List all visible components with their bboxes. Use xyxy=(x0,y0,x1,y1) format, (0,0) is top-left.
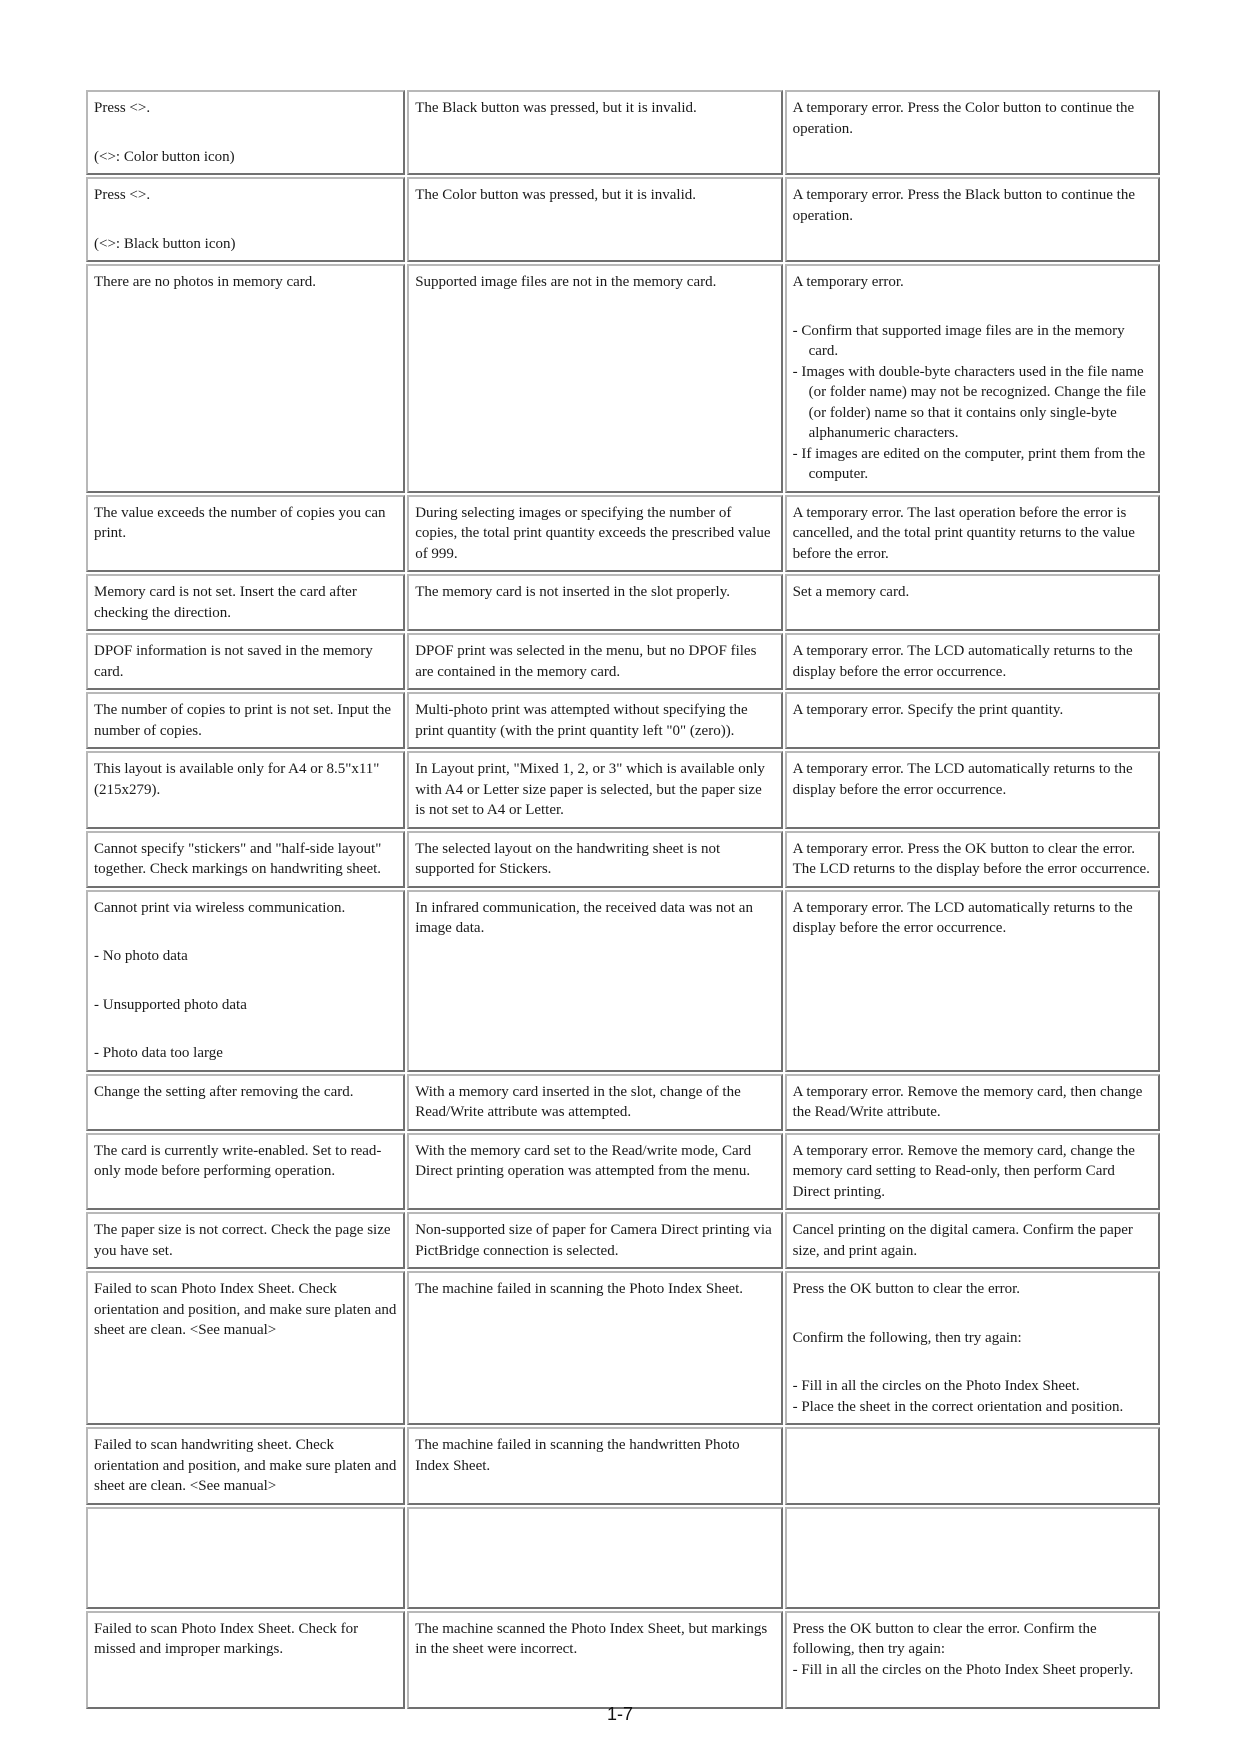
error-message-cell xyxy=(86,1074,405,1131)
table-row xyxy=(86,574,1160,631)
cause-cell xyxy=(407,1271,782,1425)
cell-text: Failed to scan Photo Index Sheet. Check orientation and position, and make sure platen and sheet are clean. <See manual> xyxy=(94,1281,397,1338)
remedy-cell xyxy=(785,751,1160,829)
cell-text: The Color button was pressed, but it is invalid. xyxy=(415,187,696,203)
table-row xyxy=(86,495,1160,573)
table-row xyxy=(86,1133,1160,1211)
cause-cell xyxy=(407,495,782,573)
error-message-cell xyxy=(86,177,405,262)
cause-cell xyxy=(407,177,782,262)
cell-text: (<>: Black button icon) xyxy=(94,235,236,252)
cell-text: Cannot print via wireless communication. xyxy=(94,899,346,916)
cell-text: Failed to scan Photo Index Sheet. Check for missed and improper markings. xyxy=(94,1620,359,1657)
remedy-cell xyxy=(785,90,1160,175)
table-row xyxy=(86,1212,1160,1269)
cause-cell xyxy=(407,1133,782,1211)
cell-text: Memory card is not set. Insert the card after checking the direction. xyxy=(94,584,357,621)
remedy-cell xyxy=(785,1212,1160,1269)
table-row xyxy=(86,1611,1160,1709)
error-message-cell xyxy=(86,574,405,631)
table-row xyxy=(86,751,1160,829)
error-message-cell xyxy=(86,495,405,573)
remedy-cell xyxy=(785,1507,1160,1609)
cell-text: The card is currently write-enabled. Set to read-only mode before performing operation. xyxy=(94,1142,382,1179)
paragraph-gap xyxy=(94,206,397,234)
error-table-container xyxy=(84,88,1162,1711)
error-message-cell xyxy=(86,1212,405,1269)
cell-text: In infrared communication, the received data was not an image data. xyxy=(415,899,753,936)
table-row xyxy=(86,1427,1160,1505)
paragraph-gap xyxy=(94,967,397,995)
cause-cell xyxy=(407,1427,782,1505)
table-row xyxy=(86,264,1160,493)
cell-text: Press the OK button to clear the error. xyxy=(792,1281,1021,1297)
list-item: - Confirm that supported image files are in the memory card. xyxy=(792,322,1125,359)
error-message-cell xyxy=(86,264,405,493)
remedy-cell xyxy=(785,1427,1160,1505)
list-item: - Fill in all the circles on the Photo Index Sheet properly. xyxy=(792,1661,1134,1678)
paragraph-gap xyxy=(94,1015,397,1043)
table-row xyxy=(86,633,1160,690)
cell-text: Set a memory card. xyxy=(792,584,910,600)
cell-text: The number of copies to print is not set. Input the number of copies. xyxy=(94,702,392,739)
cause-cell xyxy=(407,1611,782,1709)
table-row xyxy=(86,1074,1160,1131)
table-row xyxy=(86,1271,1160,1425)
error-message-cell xyxy=(86,890,405,1072)
remedy-cell xyxy=(785,890,1160,1072)
table-row xyxy=(86,177,1160,262)
cell-text: A temporary error. Remove the memory card, then change the Read/Write attribute. xyxy=(792,1083,1143,1120)
cell-text: During selecting images or specifying the number of copies, the total print quantity exceeds the prescribed value of 999. xyxy=(415,504,771,562)
cell-text: Non-supported size of paper for Camera Direct printing via PictBridge connection is selected. xyxy=(415,1222,772,1259)
cell-text: With a memory card inserted in the slot, change of the Read/Write attribute was attempted. xyxy=(415,1083,741,1120)
cell-text: A temporary error. Remove the memory card, change the memory card setting to Read-only, then perform Card Direct printing. xyxy=(792,1142,1135,1200)
remedy-cell xyxy=(785,495,1160,573)
cell-text: Multi-photo print was attempted without specifying the print quantity (with the print quantity left "0" (zero)). xyxy=(415,702,748,739)
cause-cell xyxy=(407,1074,782,1131)
cause-cell xyxy=(407,751,782,829)
error-message-cell xyxy=(86,692,405,749)
remedy-cell xyxy=(785,574,1160,631)
error-message-cell xyxy=(86,1133,405,1211)
cause-cell xyxy=(407,90,782,175)
paragraph-gap xyxy=(94,918,397,946)
cell-text: A temporary error. Press the Color button to continue the operation. xyxy=(792,100,1135,137)
cell-text: With the memory card set to the Read/write mode, Card Direct printing operation was attempted from the menu. xyxy=(415,1142,752,1179)
paragraph-gap xyxy=(793,1300,1152,1328)
list-item: - Images with double-byte characters used in the file name (or folder name) may not be recognized. Change the file (or folder) name so that it contains only single-byte alphanumeric characters. xyxy=(792,363,1146,441)
table-row xyxy=(86,1507,1160,1609)
cell-text: Change the setting after removing the card. xyxy=(94,1083,354,1100)
cell-text: Press <>. xyxy=(94,100,151,116)
cause-cell xyxy=(407,1212,782,1269)
cell-text: A temporary error. Press the Black button to continue the operation. xyxy=(792,187,1135,224)
list-item: - If images are edited on the computer, print them from the computer. xyxy=(792,445,1146,482)
error-message-cell xyxy=(86,751,405,829)
error-message-cell xyxy=(86,633,405,690)
cell-text: Press <>. xyxy=(94,187,151,203)
error-message-cell xyxy=(86,1427,405,1505)
cell-text: The machine failed in scanning the handwritten Photo Index Sheet. xyxy=(415,1437,740,1474)
error-message-cell xyxy=(86,1271,405,1425)
error-message-table xyxy=(84,88,1162,1711)
cause-cell xyxy=(407,264,782,493)
cause-cell xyxy=(407,831,782,888)
cell-text: A temporary error. xyxy=(792,274,904,290)
cell-text: A temporary error. The LCD automatically returns to the display before the error occurrence. xyxy=(792,899,1133,936)
cell-text: A temporary error. Specify the print quantity. xyxy=(792,702,1064,718)
cause-cell xyxy=(407,1507,782,1609)
list-item: - Unsupported photo data xyxy=(94,996,247,1013)
cell-text: The value exceeds the number of copies you can print. xyxy=(94,504,386,541)
cell-text: Cancel printing on the digital camera. Confirm the paper size, and print again. xyxy=(792,1222,1133,1259)
table-row xyxy=(86,890,1160,1072)
remedy-cell xyxy=(785,1611,1160,1709)
error-table-body xyxy=(86,90,1160,1709)
list-item: - Place the sheet in the correct orientation and position. xyxy=(792,1398,1124,1415)
paragraph-gap xyxy=(94,119,397,147)
table-row xyxy=(86,831,1160,888)
remedy-cell xyxy=(785,1133,1160,1211)
paragraph-gap xyxy=(793,1348,1152,1376)
remedy-cell xyxy=(785,692,1160,749)
error-message-cell xyxy=(86,831,405,888)
cell-text: Cannot specify "stickers" and "half-side layout" together. Check markings on handwriting sheet. xyxy=(94,840,382,877)
cell-text: In Layout print, "Mixed 1, 2, or 3" which is available only with A4 or Letter size paper is selected, but the paper size is not set to A4 or Letter. xyxy=(415,761,765,818)
cell-text: DPOF information is not saved in the memory card. xyxy=(94,643,373,680)
cell-text: Supported image files are not in the memory card. xyxy=(415,274,717,290)
remedy-cell xyxy=(785,633,1160,690)
paragraph-gap xyxy=(793,293,1152,321)
list-item: - Photo data too large xyxy=(94,1045,223,1061)
cause-cell xyxy=(407,574,782,631)
cell-text: DPOF print was selected in the menu, but no DPOF files are contained in the memory card. xyxy=(415,643,757,680)
list-item: - No photo data xyxy=(94,948,188,964)
cause-cell xyxy=(407,890,782,1072)
cell-text: A temporary error. The last operation before the error is cancelled, and the total print quantity returns to the value before the error. xyxy=(792,504,1135,562)
cell-text: There are no photos in memory card. xyxy=(94,274,317,290)
cell-text: The paper size is not correct. Check the page size you have set. xyxy=(94,1222,391,1259)
table-row xyxy=(86,90,1160,175)
error-message-cell xyxy=(86,1507,405,1609)
remedy-cell xyxy=(785,1074,1160,1131)
cause-cell xyxy=(407,633,782,690)
error-message-cell xyxy=(86,90,405,175)
cell-text: The Black button was pressed, but it is invalid. xyxy=(415,100,697,116)
cell-text: Confirm the following, then try again: xyxy=(792,1329,1022,1346)
cell-text: The memory card is not inserted in the slot properly. xyxy=(415,584,730,600)
remedy-cell xyxy=(785,177,1160,262)
remedy-cell xyxy=(785,831,1160,888)
cause-cell xyxy=(407,692,782,749)
page-number: 1-7 xyxy=(606,1704,633,1724)
cell-text: Failed to scan handwriting sheet. Check orientation and position, and make sure platen and sheet are clean. <See manual> xyxy=(94,1437,397,1494)
table-row xyxy=(86,692,1160,749)
remedy-cell xyxy=(785,264,1160,493)
list-item: - Fill in all the circles on the Photo Index Sheet. xyxy=(792,1378,1080,1394)
remedy-cell xyxy=(785,1271,1160,1425)
cell-text: The machine failed in scanning the Photo Index Sheet. xyxy=(415,1281,744,1297)
cell-text: This layout is available only for A4 or 8.5"x11"(215x279). xyxy=(94,761,380,798)
cell-text: A temporary error. The LCD automatically returns to the display before the error occurrence. xyxy=(792,643,1133,680)
cell-text: A temporary error. The LCD automatically returns to the display before the error occurrence. xyxy=(792,761,1133,798)
cell-text: (<>: Color button icon) xyxy=(94,148,235,165)
cell-text: The selected layout on the handwriting sheet is not supported for Stickers. xyxy=(415,840,721,877)
error-message-cell xyxy=(86,1611,405,1709)
cell-text: The machine scanned the Photo Index Sheet, but markings in the sheet were incorrect. xyxy=(415,1620,768,1657)
cell-text: Press the OK button to clear the error. Confirm the following, then try again: xyxy=(792,1620,1097,1657)
cell-text: A temporary error. Press the OK button to clear the error. The LCD returns to the display before the error occurrence. xyxy=(792,840,1150,877)
